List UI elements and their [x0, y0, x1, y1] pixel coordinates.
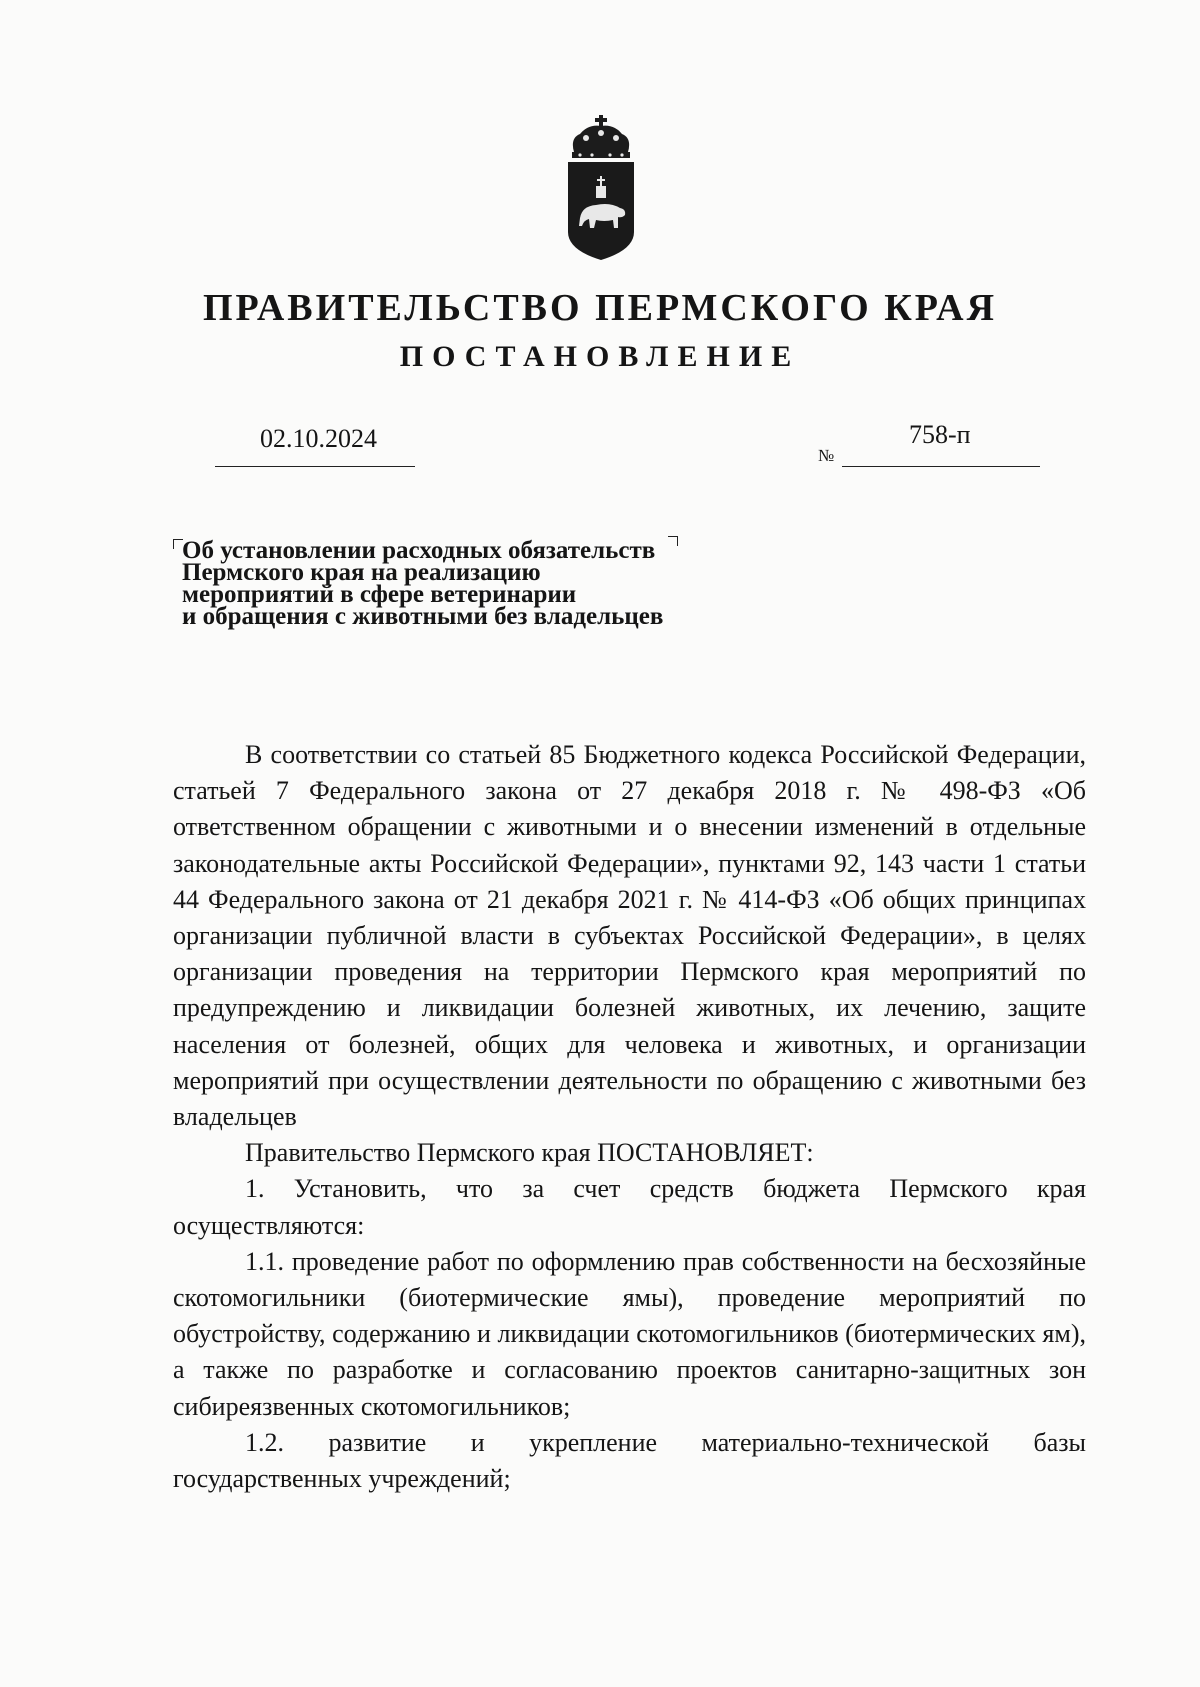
- clause-1: 1. Установить, что за счет средств бюджета Пермского края осуществляются:: [173, 1174, 1086, 1240]
- document-date: 02.10.2024: [260, 424, 377, 453]
- preamble-paragraph: В соответствии со статьей 85 Бюджетного кодекса Российской Федерации, статьей 7 Федерального закона от 27 декабря 2018 г. № 498-ФЗ «Об ответственном обращении с животными и о внесении изменений в отдельные законодательные акты Российской Федерации», пунктами 92, 143 части 1 статьи 44 Федерального закона от 21 декабря 2021 г. № 414-ФЗ «Об общих принципах организации публичной власти в субъектах Российской Федерации», в целях организации проведения на территории Пермского края мероприятий по предупреждению и ликвидации болезней животных, их лечению, защите населения от болезней, общих для человека и животных, и организации мероприятий при осуществлении деятельности по обращению с животными без владельцев: [173, 740, 1086, 1132]
- date-field: [215, 424, 415, 467]
- organization-heading: ПРАВИТЕЛЬСТВО ПЕРМСКОГО КРАЯ: [202, 287, 998, 329]
- number-field: [842, 420, 1040, 467]
- clause-1-1: 1.1. проведение работ по оформлению прав собственности на бесхозяйные скотомогильники (биотермические ямы), проведение мероприятий по обустройству, содержанию и ликвидации скотомогильников (биотермических ям), а также по разработке и согласованию проектов санитарно-защитных зон сибиреязвенных скотомогильников;: [173, 1246, 1086, 1421]
- document-type-heading: ПОСТАНОВЛЕНИЕ: [399, 340, 801, 373]
- document-number: 758-п: [909, 420, 971, 449]
- document-body: [173, 737, 1086, 1497]
- title-line: Пермского края на реализацию: [182, 559, 541, 586]
- document-title: [182, 537, 902, 630]
- resolution-statement: Правительство Пермского края ПОСТАНОВЛЯЕТ:: [245, 1138, 814, 1168]
- number-sign: №: [818, 446, 835, 465]
- clause-1-2: 1.2. развитие и укрепление материально-технической базы государственных учреждений;: [173, 1427, 1086, 1494]
- coat-of-arms-icon: [566, 114, 636, 264]
- title-line: Об установлении расходных обязательств: [182, 537, 656, 564]
- title-line: мероприятий в сфере ветеринарии: [182, 581, 577, 608]
- title-line: и обращения с животными без владельцев: [182, 603, 664, 630]
